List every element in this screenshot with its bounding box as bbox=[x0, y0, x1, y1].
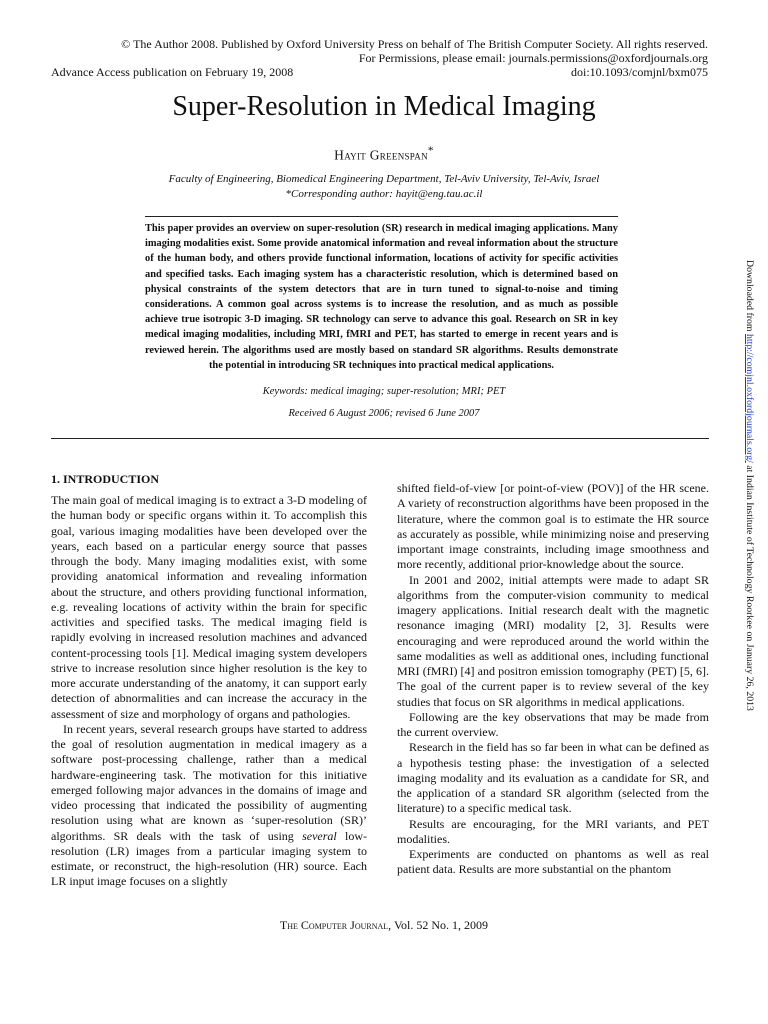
copyright-line: © The Author 2008. Published by Oxford University Press on behalf of The British Computer Society. All rights reserved. bbox=[121, 37, 708, 51]
download-prefix: Downloaded from bbox=[744, 260, 755, 335]
advance-access-line: Advance Access publication on February 19, 2008 bbox=[51, 65, 294, 79]
journal-footer bbox=[0, 918, 768, 933]
paragraph: The main goal of medical imaging is to extract a 3-D modeling of the human body or specific organs within it. To accomplish this goal, various imaging modalities have been developed over the years, each based on a particular energy source that passes through the body. Many imaging modalities exist, with some providing anatomical information and revealing information about the structure, and others providing functional information, e.g. revealing locations of activity within the brain for specific activities and specified tasks. The medical imaging field is rapidly evolving in increased resolution machines and advanced content-processing tools [1]. Medical imaging system developers strive to increase resolution since higher resolution is the key to more accurate understanding of the anatomy, it can support early detection of abnormalities and can increase the accuracy in the assessment of size and morphology of organs and pathologies. bbox=[51, 493, 367, 721]
affiliation: Faculty of Engineering, Biomedical Engineering Department, Tel-Aviv University, Tel-Aviv, Israel bbox=[168, 173, 600, 185]
section-divider-rule bbox=[51, 438, 709, 439]
abstract: This paper provides an overview on super-resolution (SR) research in medical imaging applications. Many imaging modalities exist. Some provide anatomical information and reveal information about the structure of the human body, and others provide functional information, locations of activity for specific activities and specified tasks. Each imaging system has a characteristic resolution, which is determined based on physical constraints of the system detectors that are in turn tuned to signal-to-noise and timing considerations. A common goal across systems is to increase the resolution, and as much as possible achieve true isotropic 3-D imaging. SR technology can serve to advance this goal. Research on SR in key medical imaging modalities, including MRI, fMRI and PET, has started to emerge in recent years and is reviewed herein. The algorithms used are mostly based on standard SR algorithms. Results demonstrate the potential in introducing SR techniques into practical medical applications. bbox=[145, 223, 618, 371]
author-line bbox=[0, 145, 768, 164]
journal-name: The Computer Journal bbox=[279, 918, 389, 932]
abstract-top-rule bbox=[145, 216, 618, 217]
permissions-line: For Permissions, please email: journals.permissions@oxfordjournals.org bbox=[358, 51, 708, 65]
paragraph: shifted field-of-view [or point-of-view (POV)] of the HR scene. A variety of reconstruction algorithms have been proposed in the literature, where the common goal is to estimate the HR source as accurately as possible, while minimizing noise and preserving important image constraints, including image smoothness and more recently, additional prior-knowledge about the source. bbox=[397, 481, 709, 572]
keywords: Keywords: medical imaging; super-resolution; MRI; PET bbox=[262, 386, 506, 397]
paragraph: In 2001 and 2002, initial attempts were made to adapt SR algorithms from the computer-vision community to medical imagery applications. Initial research dealt with the magnetic resonance imaging (MRI) modality [2, 3]. Results were encouraging and were reproduced around the world within the same modalities as well as additional ones, including functional MRI (fMRI) [4] and positron emission tomography (PET) [5, 6]. The goal of the current paper is to review several of the key studies that focus on SR algorithms in medical applications. bbox=[397, 572, 709, 709]
left-column bbox=[51, 493, 367, 890]
download-suffix: at Indian Institute of Technology Roorkee on January 26, 2013 bbox=[744, 462, 755, 711]
download-watermark bbox=[743, 260, 757, 1000]
right-column bbox=[397, 481, 709, 878]
author-mark: * bbox=[427, 145, 434, 157]
emphasis-text: several bbox=[302, 828, 337, 843]
doi-line: doi:10.1093/comjnl/bxm075 bbox=[571, 65, 708, 79]
paragraph bbox=[51, 722, 367, 890]
journal-link[interactable]: http://comjnl.oxfordjournals.org/ bbox=[744, 334, 755, 463]
received-dates: Received 6 August 2006; revised 6 June 2007 bbox=[288, 408, 480, 419]
section-heading: 1. INTRODUCTION bbox=[51, 472, 160, 486]
paper-title: Super-Resolution in Medical Imaging bbox=[172, 91, 596, 122]
paragraph-text: low-resolution (LR) images from a particular imaging system to estimate, or reconstruct, the high-resolution (HR) source. Each LR input image focuses on a slightly bbox=[51, 828, 367, 889]
paragraph: Research in the field has so far been in what can be defined as a hypothesis testing phase: the investigation of a selected imaging modality and its evaluation as a candidate for SR, and the application of a standard SR algorithm (selected from the literature) to a specific medical task. bbox=[397, 740, 709, 816]
author-name: Hayit Greenspan bbox=[334, 147, 428, 163]
paragraph: Results are encouraging, for the MRI variants, and PET modalities. bbox=[397, 816, 709, 846]
paragraph: Experiments are conducted on phantoms as well as real patient data. Results are more substantial on the phantom bbox=[397, 847, 709, 877]
corresponding-author: *Corresponding author: hayit@eng.tau.ac.il bbox=[285, 188, 483, 200]
paragraph: Following are the key observations that may be made from the current overview. bbox=[397, 709, 709, 739]
paragraph-text: In recent years, several research groups have started to address the goal of resolution augmentation in medical imagery as a software post-processing challenge, rather than a medical hardware-engineering task. The motivation for this initiative emerged following major advances in the domains of image and video processing that indicated the possibility of augmenting resolution using what are known as ‘super-resolution (SR)’ algorithms. SR deals with the task of using bbox=[51, 721, 367, 843]
download-notice bbox=[744, 260, 755, 1000]
journal-volume: , Vol. 52 No. 1, 2009 bbox=[388, 918, 489, 932]
